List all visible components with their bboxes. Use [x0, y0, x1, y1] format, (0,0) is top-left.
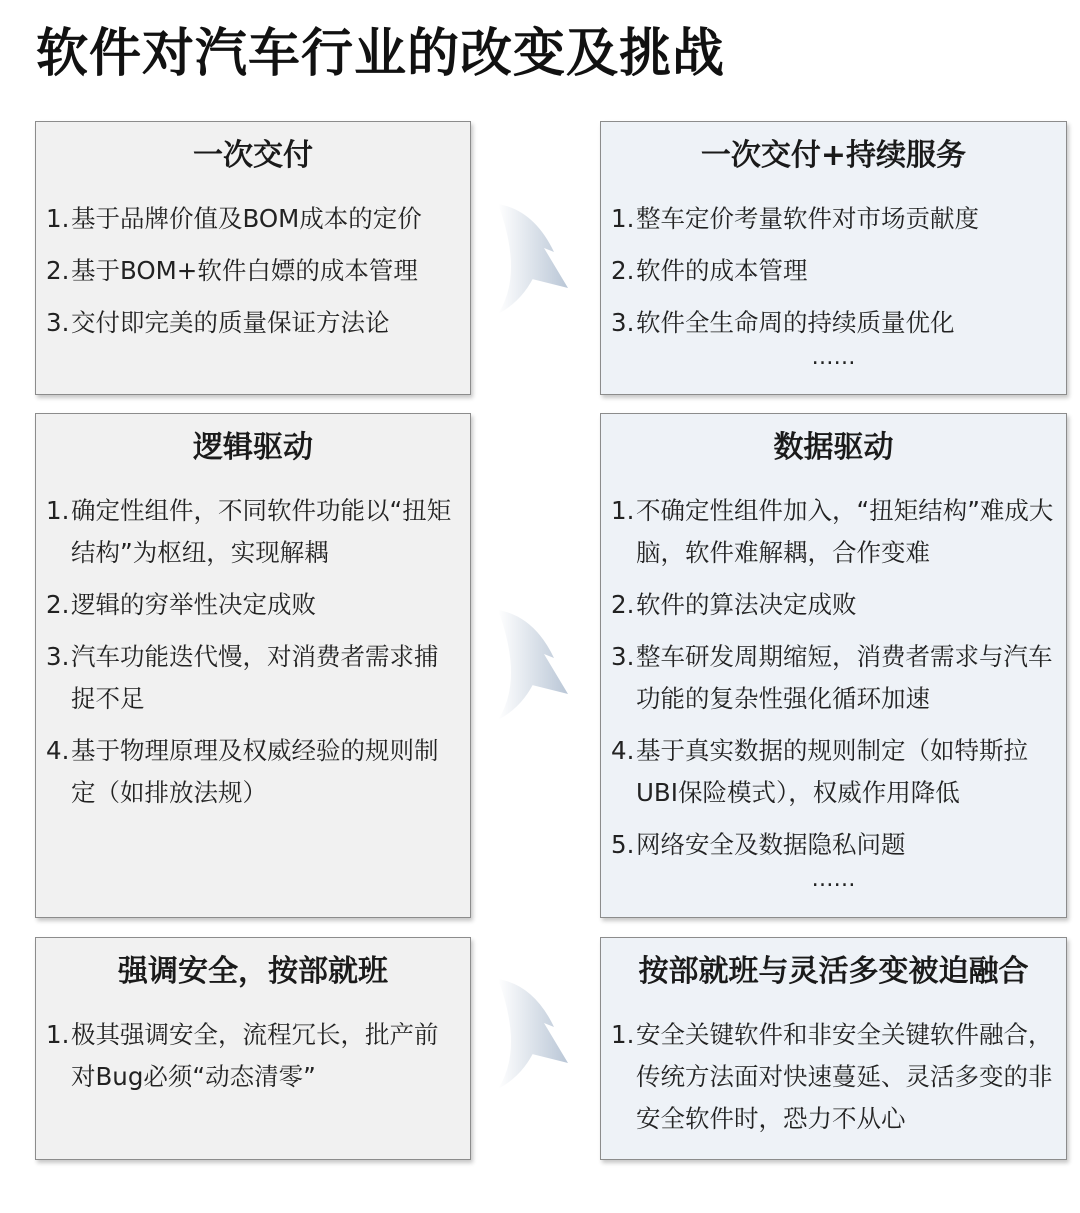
list-item: 5. 网络安全及数据隐私问题	[611, 830, 906, 859]
list-item: 1. 整车定价考量软件对市场贡献度	[611, 204, 979, 233]
ellipsis: ……	[811, 345, 856, 370]
ellipsis: ……	[811, 867, 856, 892]
list-item: 3. 软件全生命周的持续质量优化	[611, 308, 955, 337]
list-item: 2. 软件的算法决定成败	[611, 590, 857, 619]
box-title: 逻辑驱动	[193, 430, 313, 465]
list-item: 1. 确定性组件，不同软件功能以“扭矩结构”为枢纽，实现解耦	[46, 496, 452, 567]
new-delivery-box	[600, 121, 1067, 395]
safety-first-box	[35, 937, 471, 1160]
list-item: 3. 汽车功能迭代慢，对消费者需求捕捉不足	[46, 642, 439, 713]
list-item: 1. 安全关键软件和非安全关键软件融合，传统方法面对快速蔓延、灵活多变的非安全软件时，恐力不从心	[611, 1020, 1053, 1133]
old-delivery-box	[35, 121, 471, 395]
right-arrow-icon	[494, 200, 580, 318]
box-title: 强调安全，按部就班	[118, 954, 388, 989]
box-title: 一次交付+持续服务	[700, 138, 967, 173]
list-item: 1. 极其强调安全，流程冗长，批产前对Bug必须“动态清零”	[46, 1020, 439, 1091]
box-title: 数据驱动	[773, 430, 894, 465]
list-item: 2. 基于BOM+软件白嫖的成本管理	[46, 256, 418, 285]
box-title: 一次交付	[193, 138, 313, 173]
list-item: 2. 软件的成本管理	[611, 256, 808, 285]
right-arrow-icon	[494, 975, 580, 1093]
box-title: 按部就班与灵活多变被迫融合	[638, 954, 1029, 989]
list-item: 1. 不确定性组件加入，“扭矩结构”难成大脑，软件难解耦，合作变难	[611, 496, 1054, 567]
list-item: 4. 基于真实数据的规则制定（如特斯拉UBI保险模式），权威作用降低	[611, 736, 1028, 807]
forced-fusion-box	[600, 937, 1067, 1160]
data-driven-box	[600, 413, 1067, 918]
list-item: 4. 基于物理原理及权威经验的规则制定（如排放法规）	[46, 736, 439, 807]
list-item: 3. 整车研发周期缩短，消费者需求与汽车功能的复杂性强化循环加速	[611, 642, 1053, 713]
list-item: 2. 逻辑的穷举性决定成败	[46, 590, 316, 619]
list-item: 1. 基于品牌价值及BOM成本的定价	[46, 204, 422, 233]
right-arrow-icon	[494, 606, 580, 724]
list-item: 3. 交付即完美的质量保证方法论	[46, 308, 390, 337]
page-title: 软件对汽车行业的改变及挑战	[36, 24, 726, 84]
logic-driven-box	[35, 413, 471, 918]
